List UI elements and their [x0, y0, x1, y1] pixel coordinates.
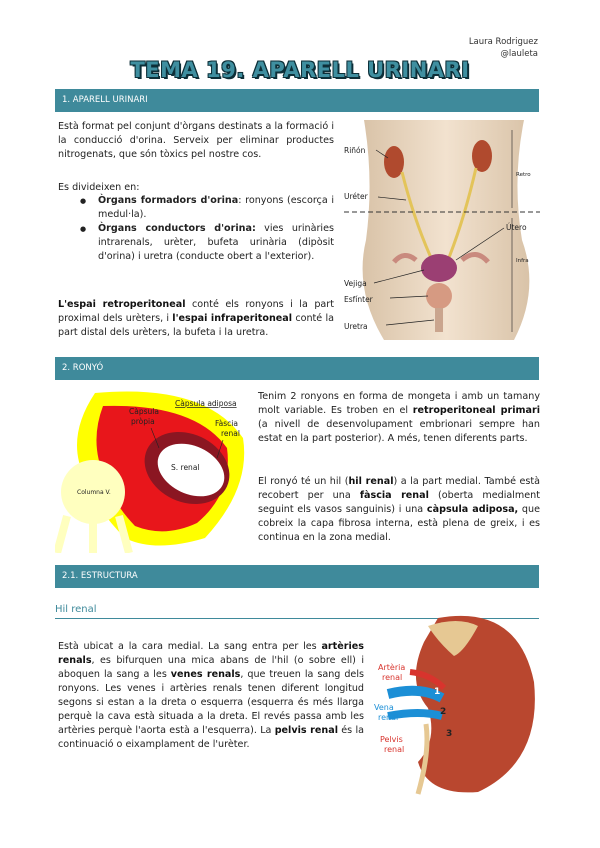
label-num-3: 3 [446, 729, 453, 739]
label-adipose-capsule: Càpsula adiposa [175, 399, 237, 408]
label-sphincter: Esfínter [344, 295, 373, 304]
section21-paragraph: Està ubicat a la cara medial. La sang entra per les artèries renals, es bifurquen una mica abans de l'hil (o sobre ell) i aboquen la sang a les venes renals, que treuen la sang dels ronyons. Les venes i artèries renals tenen diferent longitud segons si estan a la dreta o esquerra (esquerra és més llarga perquè la cava està situada a la dreta. El revés passa amb les artèries perquè l'aorta està a l'esquerra). La pelvis renal és la continuació o eixamplament de l'urèter. [58, 641, 364, 750]
label-artery-2: renal [382, 673, 403, 682]
label-infra: Infra [516, 258, 529, 264]
label-pelvis-1: Pelvis [380, 735, 403, 744]
section1-intro: Està format pel conjunt d'òrgans destinats a la formació i la conducció d'orina. Serveix per eliminar productes nitrogenats, que són tòxics pel nostre cos. [58, 121, 334, 160]
label-retro: Retro [516, 172, 531, 178]
label-fascia-2: renal [221, 429, 240, 438]
kidney-layers-figure [55, 388, 251, 553]
section2-paragraph-2: El ronyó té un hil (hil renal) a la part medial. També està recobert per una fàscia renal (oberta medialment seguint els vasos sanguinis) i una càpsula adiposa, que cobreix la capa fibrosa interna, està plena de greix, i es continua en la zona medial. [258, 476, 541, 543]
label-ureter: Uréter [344, 192, 368, 201]
organ-list-item: ● Òrgans formadors d'orina: ronyons (escorça i medul·la). [58, 194, 334, 222]
label-column: Columna V. [77, 489, 111, 496]
label-renal: S. renal [171, 463, 200, 472]
label-fascia-1: Fàscia [215, 419, 238, 428]
label-vein-1: Vena [374, 703, 394, 712]
page-title: TEMA 19. APARELL URINARI [130, 58, 470, 82]
label-num-1: 1 [434, 687, 441, 697]
label-kidney: Riñón [344, 146, 366, 155]
section-bar-1: 1. APARELL URINARI [55, 89, 539, 112]
section-bar-2-1: 2.1. ESTRUCTURA [55, 565, 539, 588]
section1-divide: Es divideixen en: [58, 182, 140, 193]
label-artery-1: Artèria [378, 663, 406, 672]
author-name: Laura Rodriguez [468, 37, 538, 47]
organ-list-item: ● Òrgans conductors d'orina: vies urinàries intrarenals, urèter, bufeta urinària (dipòsit d'orina) i uretra (conducte obert a l'exterior). [58, 222, 334, 264]
label-vein-2: renal [378, 713, 399, 722]
organ-list [58, 194, 334, 264]
label-own-capsule-1: Càpsula [129, 407, 159, 416]
label-num-2: 2 [440, 707, 447, 717]
section2-paragraph-1: Tenim 2 ronyons en forma de mongeta i amb un tamany molt variable. Es troben en el retroperitoneal primari (a nivell de desenvolupament embrionari sempre han estat en la part posterior). A més, tenen diferents parts. [258, 391, 540, 444]
label-pelvis-2: renal [384, 745, 405, 754]
section1-spaces: L'espai retroperitoneal conté els ronyons i la part proximal dels urèters, i l'espai infraperitoneal conté la part distal dels urèters, la bufeta i la uretra. [58, 299, 334, 338]
label-urethra: Uretra [344, 322, 368, 331]
subheading-hilum: Hil renal [55, 604, 539, 619]
urinary-system-figure [344, 120, 540, 340]
author-block [469, 36, 538, 60]
label-uterus: Útero [506, 223, 527, 232]
section-bar-2: 2. RONYÓ [55, 357, 539, 380]
label-bladder: Vejiga [344, 279, 367, 288]
label-own-capsule-2: pròpia [131, 417, 155, 426]
author-handle: @lauleta [500, 49, 538, 59]
renal-hilum-figure [368, 612, 542, 796]
